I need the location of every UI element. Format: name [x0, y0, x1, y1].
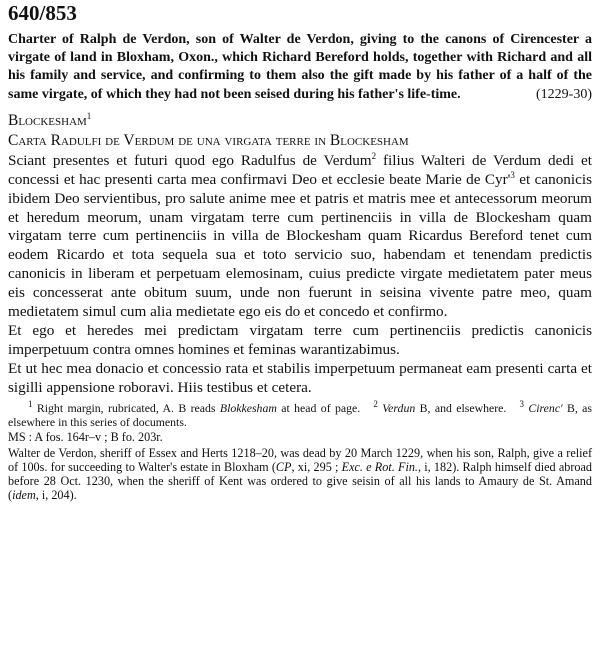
- summary-text: Charter of Ralph de Verdon, son of Walter de Verdon, giving to the canons of Cirencester a virgate of land in Bloxham, Oxon., which Richard Bereford holds, together with Richard and all his family and service, and confirming to them also the gift made by his father of a half of the same virgate, of which they had not been seised during his father's life-time.: [8, 32, 592, 102]
- charter-paragraph-2: Et ego et heredes mei predictam virgatam terre cum pertinenciis predictis canonicis imperpetuum contra omnes homines et feminas warantizabimus.: [8, 321, 592, 358]
- charter-p1-part-c: et canonicis ibidem Deo servientibus, pro salute anime mee et patris et matris mee et antecessorum meorum et heredum meorum, unam virgatam terre cum pertinenciis in villa de Blockesham quam virgatam terre cum pertinenciis in villa de Blockesham quam Ricardus Bereford tenet cum eodem Ricardo et tota sequela sua et toto servicio suo, habendam et tenendam predictis canonicis in liberam et perpetuam elemosinam, cuius predicte virgate medietatem pater meus eis concesserat ante obitum suum, unde non fuerunt in seisina vivente patre meo, quam medietatem simul cum alia medietate ego eis do et concedo et confirmo.: [8, 170, 592, 321]
- footnote-1-text-b: at head of page.: [276, 400, 361, 415]
- charter-rubric: Carta Radulfi de Verdum de una virgata terre in Blockesham: [8, 131, 409, 149]
- commentary-text-a: Walter de Verdon, sheriff of Essex and Herts 1218–20, was dead by 20 March 1229, when his son, Ralph, give a relief of 100s. for succeeding to Walter's estate in Bloxham (: [8, 445, 592, 474]
- document-number-heading: 640/853: [8, 1, 77, 25]
- charter-paragraph-1: [8, 152, 592, 322]
- footnote-1-text-a: Right margin, rubricated, A. B reads: [32, 400, 220, 415]
- footnote-3-variant: Cirenc': [524, 400, 563, 415]
- summary-date: (1229-30): [536, 86, 592, 102]
- charter-p1-part-b: filius Walteri de Verdum dedi et concessi et hac presenti carta mea confirmavi Deo et ecclesie beate Marie de Cyr': [8, 151, 592, 188]
- charter-text: [8, 152, 592, 398]
- place-heading: [8, 111, 592, 130]
- footnote-ref-3: 3: [510, 169, 515, 180]
- footnote-1-variant: Blokkesham: [219, 400, 277, 415]
- footnote-line: [8, 398, 592, 429]
- footnote-ref-1: 1: [86, 110, 92, 121]
- footnote-2-text: B, and elsewhere.: [415, 400, 507, 415]
- editorial-commentary: [8, 446, 592, 503]
- charter-summary: [8, 31, 592, 104]
- footnote-2-number: 2: [373, 398, 378, 409]
- charter-p1-part-a: Sciant presentes et futuri quod ego Radulfus de Verdum: [8, 151, 372, 169]
- commentary-cite-exc: Exc. e Rot. Fin.: [341, 459, 418, 474]
- footnote-ref-2: 2: [371, 150, 377, 161]
- charter-paragraph-3: Et ut hec mea donacio et concessio rata et stabilis imperpetuum permaneat eam presenti carta et sigilli appensione roboravi. Hiis testibus et cetera.: [8, 359, 592, 396]
- commentary-text-b: , xi, 295 ;: [291, 459, 342, 474]
- footnotes: [8, 398, 592, 429]
- footnote-3-text: B, as elsewhere in this series of documents.: [8, 400, 592, 429]
- commentary-text-c: , i, 182). Ralph himself died abroad before 28 Oct. 1230, when the sheriff of Kent was ordered to give seisin of all his lands to Amaury de St. Amand (: [8, 459, 592, 503]
- footnote-3-number: 3: [519, 398, 524, 409]
- commentary-cite-idem: idem: [12, 488, 36, 503]
- manuscript-reference: MS : A fos. 164r–v ; B fo. 203r.: [8, 429, 163, 444]
- commentary-cite-cp: CP: [275, 459, 292, 474]
- commentary-text-d: , i, 204).: [35, 488, 77, 503]
- footnote-1-number: 1: [28, 398, 33, 409]
- footnote-2-variant: Verdun: [377, 400, 416, 415]
- place-name: Blockesham: [8, 111, 87, 129]
